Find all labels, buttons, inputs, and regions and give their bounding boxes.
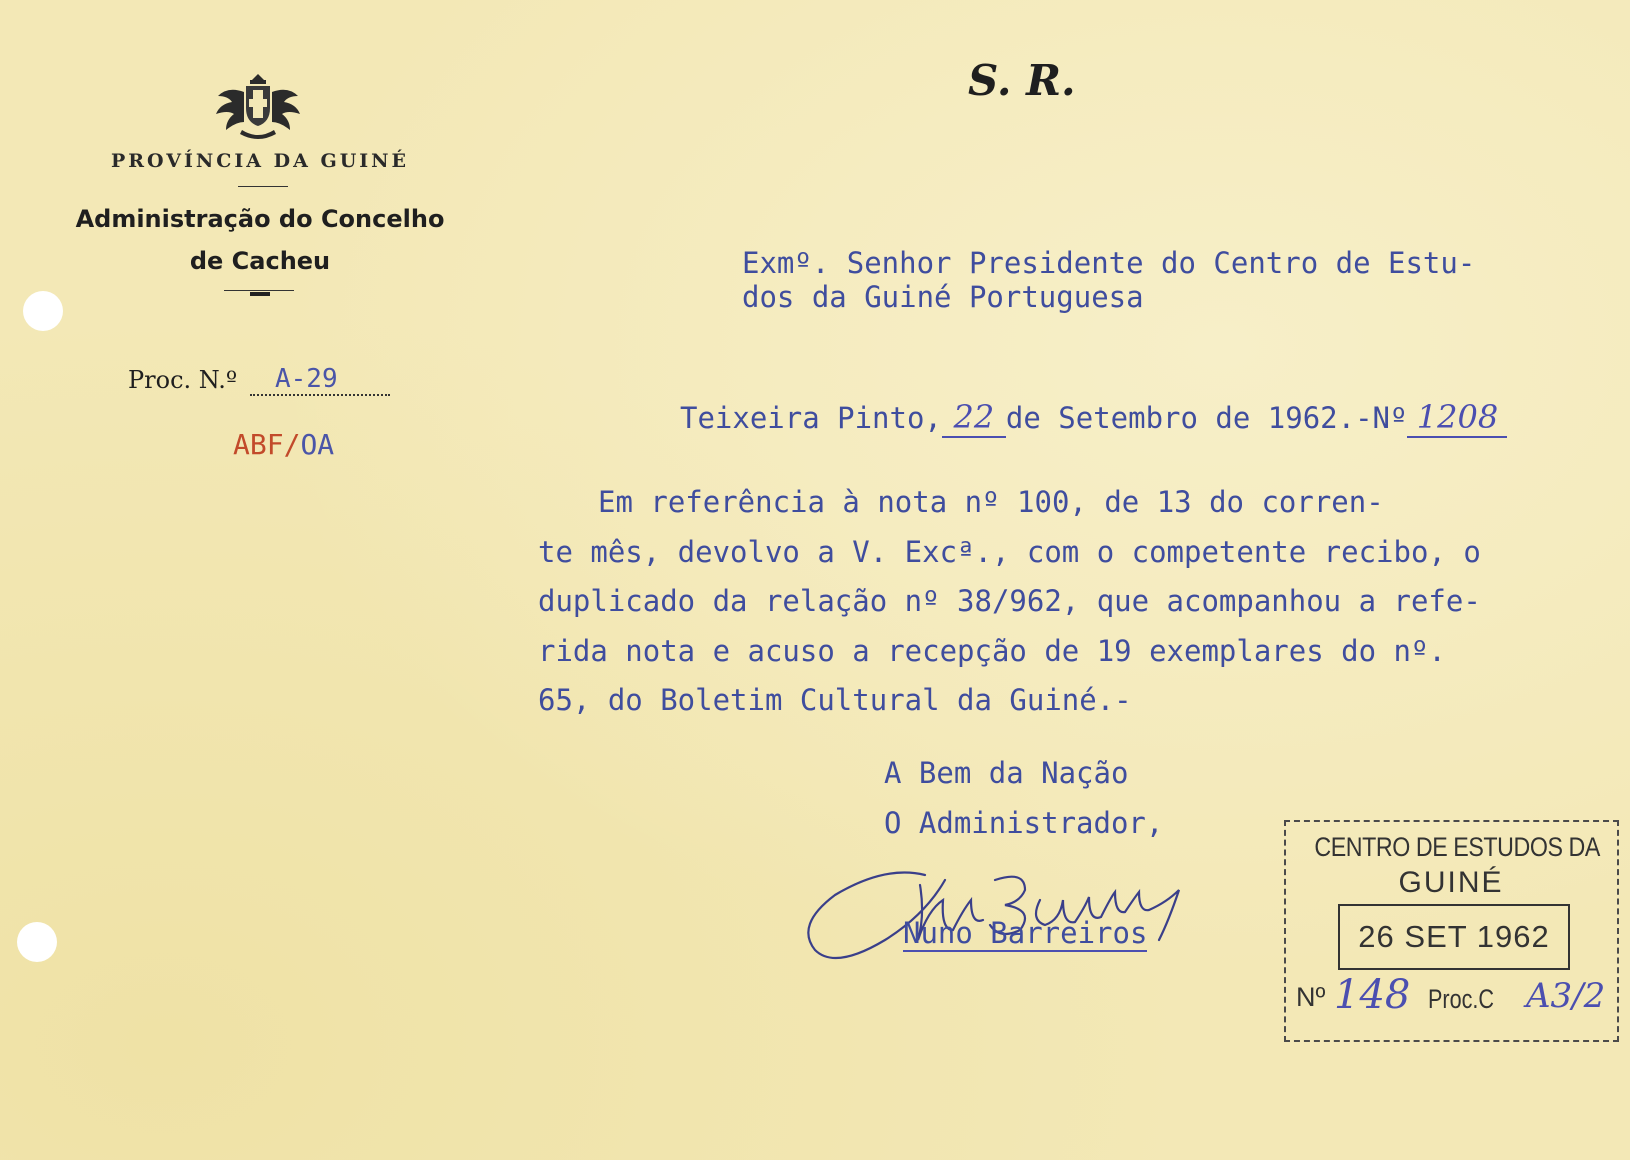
body-line: duplicado da relação nº 38/962, que acompanhou a refe- bbox=[538, 584, 1481, 618]
header-mark: S. R. bbox=[968, 56, 1076, 105]
signature-icon bbox=[805, 855, 1290, 975]
stamp-region: GUINÉ bbox=[1398, 866, 1504, 899]
divider bbox=[224, 290, 294, 291]
body-line: te mês, devolvo a V. Excª., com o competente recibo, o bbox=[538, 534, 1481, 569]
page-edge bbox=[1630, 0, 1643, 1160]
administration-line2: de Cacheu bbox=[189, 247, 331, 275]
dateline bbox=[680, 398, 1507, 438]
stamp-no-label: Nº bbox=[1296, 982, 1326, 1012]
closing bbox=[884, 748, 1163, 848]
punch-hole bbox=[17, 922, 57, 962]
addressee bbox=[742, 246, 1475, 314]
dateline-number: 1208 bbox=[1407, 398, 1507, 438]
closing-line1: A Bem da Nação bbox=[884, 756, 1129, 790]
punch-hole bbox=[23, 291, 63, 331]
body-line: Em referência à nota nº 100, de 13 do corren- bbox=[598, 485, 1384, 519]
province-title: PROVÍNCIA DA GUINÉ bbox=[110, 150, 410, 172]
stamp-date: 26 SET 1962 bbox=[1338, 904, 1570, 970]
stamp-no-value: 148 bbox=[1334, 972, 1411, 1018]
administration-title bbox=[40, 198, 480, 282]
receipt-stamp bbox=[1284, 820, 1619, 1042]
closing-line2: O Administrador, bbox=[884, 806, 1164, 840]
stamp-proc-value: A3/2 bbox=[1526, 976, 1606, 1016]
dateline-day: 22 bbox=[942, 398, 1006, 438]
reference-code-red: ABF/ bbox=[233, 428, 301, 461]
addressee-line2: dos da Guiné Portuguesa bbox=[742, 280, 1144, 314]
administration-line1: Administração do Concelho bbox=[75, 205, 445, 233]
reference-code-blue: OA bbox=[300, 428, 335, 461]
divider-mark bbox=[250, 292, 270, 296]
body-line: 65, do Boletim Cultural da Guiné.- bbox=[538, 683, 1132, 717]
addressee-line1: Exmº. Senhor Presidente do Centro de Estu- bbox=[742, 246, 1476, 280]
divider bbox=[238, 186, 288, 187]
dateline-middle: de Setembro de 1962.-Nº bbox=[1005, 401, 1408, 435]
coat-of-arms-icon bbox=[212, 70, 304, 142]
proc-label: Proc. N.º bbox=[128, 366, 238, 394]
dateline-place: Teixeira Pinto, bbox=[680, 401, 942, 435]
stamp-institution: CENTRO DE ESTUDOS DA bbox=[1314, 832, 1600, 862]
body-line: rida nota e acuso a recepção de 19 exemplares do nº. bbox=[538, 633, 1446, 668]
proc-value: A-29 bbox=[250, 364, 390, 396]
reference-code bbox=[233, 428, 334, 461]
signatory-name: Nuno Barreiros bbox=[903, 916, 1148, 950]
letter-body bbox=[538, 478, 1481, 726]
stamp-proc-label: Proc.C bbox=[1428, 984, 1495, 1014]
